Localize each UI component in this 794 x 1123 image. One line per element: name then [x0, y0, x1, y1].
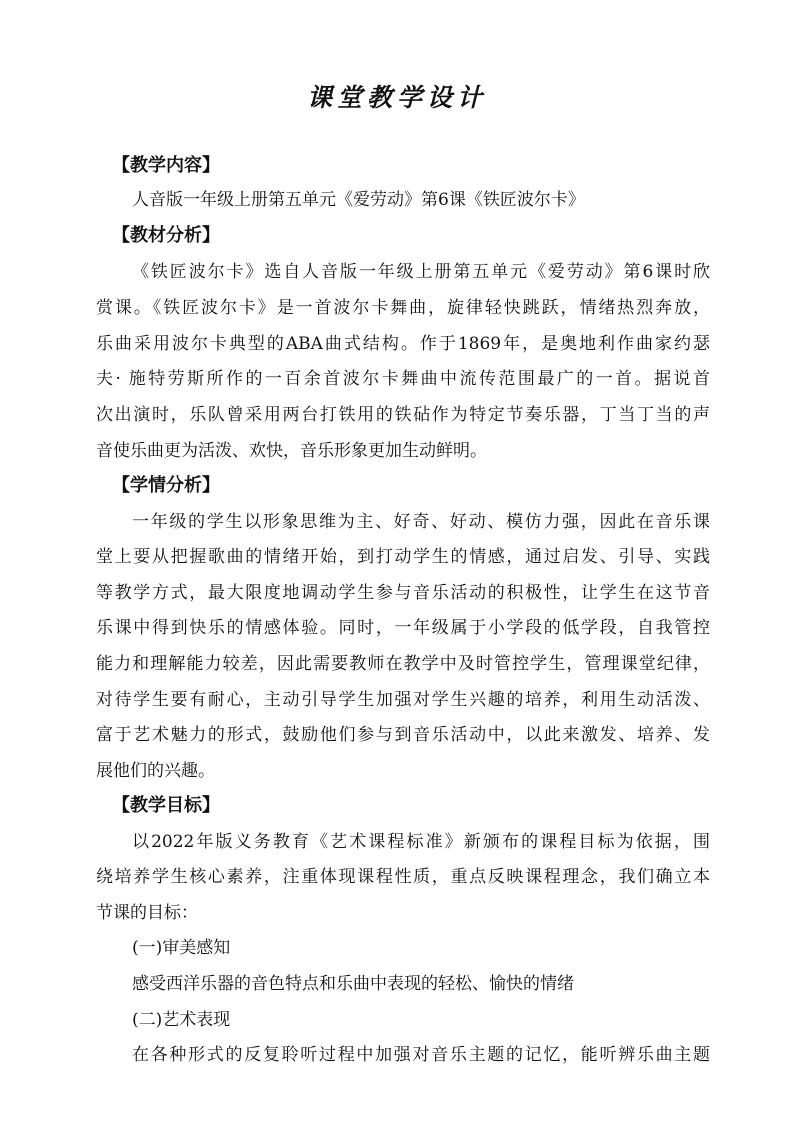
goals-line-1: 以2022年版义务教育《艺术课程标准》新颁布的课程目标为依据，围: [132, 832, 710, 852]
page-title: 课堂教学设计: [306, 83, 487, 112]
goal-expression-text: 在各种形式的反复聆听过程中加强对音乐主题的记忆，能听辨乐曲主题: [132, 1045, 710, 1065]
goal-subheading-aesthetic: (一)审美感知: [132, 938, 231, 958]
section-heading-material: 【教材分析】: [112, 225, 220, 246]
students-line-3: 等教学方式，最大限度地调动学生参与音乐活动的积极性，让学生在这节音: [96, 583, 710, 603]
section-heading-content: 【教学内容】: [112, 155, 220, 176]
content-text: 人音版一年级上册第五单元《爱劳动》第6课《铁匠波尔卡》: [132, 190, 585, 210]
students-line-6: 对待学生要有耐心，主动引导学生加强对学生兴趣的培养，利用生动活泼、: [96, 690, 710, 710]
material-line-4: 夫· 施特劳斯所作的一百余首波尔卡舞曲中流传范围最广的一首。据说首: [96, 369, 710, 389]
material-line-5: 次出演时，乐队曾采用两台打铁用的铁砧作为特定节奏乐器，丁当丁当的声: [96, 405, 710, 425]
material-line-6: 音使乐曲更为活泼、欢快，音乐形象更加生动鲜明。: [96, 441, 487, 461]
goals-line-2: 绕培养学生核心素养，注重体现课程性质，重点反映课程理念，我们确立本: [96, 867, 710, 887]
students-line-4: 乐课中得到快乐的情感体验。同时，一年级属于小学段的低学段，自我管控: [96, 618, 710, 638]
material-line-2: 赏课。《铁匠波尔卡》是一首波尔卡舞曲，旋律轻快跳跃，情绪热烈奔放，: [96, 298, 710, 318]
students-line-8: 展他们的兴趣。: [96, 761, 215, 781]
section-heading-goals: 【教学目标】: [112, 795, 220, 816]
goal-subheading-expression: (二)艺术表现: [132, 1010, 231, 1030]
students-line-5: 能力和理解能力较差，因此需要教师在教学中及时管控学生，管理课堂纪律，: [96, 654, 710, 674]
students-line-7: 富于艺术魅力的形式，鼓励他们参与到音乐活动中，以此来激发、培养、发: [96, 725, 710, 745]
goals-line-3: 节课的目标：: [96, 903, 198, 923]
students-line-1: 一年级的学生以形象思维为主、好奇、好动、模仿力强，因此在音乐课: [132, 512, 710, 532]
goal-aesthetic-text: 感受西洋乐器的音色特点和乐曲中表现的轻松、愉快的情绪: [132, 974, 574, 994]
material-line-3: 乐曲采用波尔卡典型的ABA曲式结构。作于1869年，是奥地利作曲家约瑟: [96, 334, 710, 354]
material-line-1: 《铁匠波尔卡》选自人音版一年级上册第五单元《爱劳动》第6课时欣: [132, 262, 710, 282]
section-heading-students: 【学情分析】: [112, 475, 220, 496]
students-line-2: 堂上要从把握歌曲的情绪开始，到打动学生的情感，通过启发、引导、实践: [96, 547, 710, 567]
